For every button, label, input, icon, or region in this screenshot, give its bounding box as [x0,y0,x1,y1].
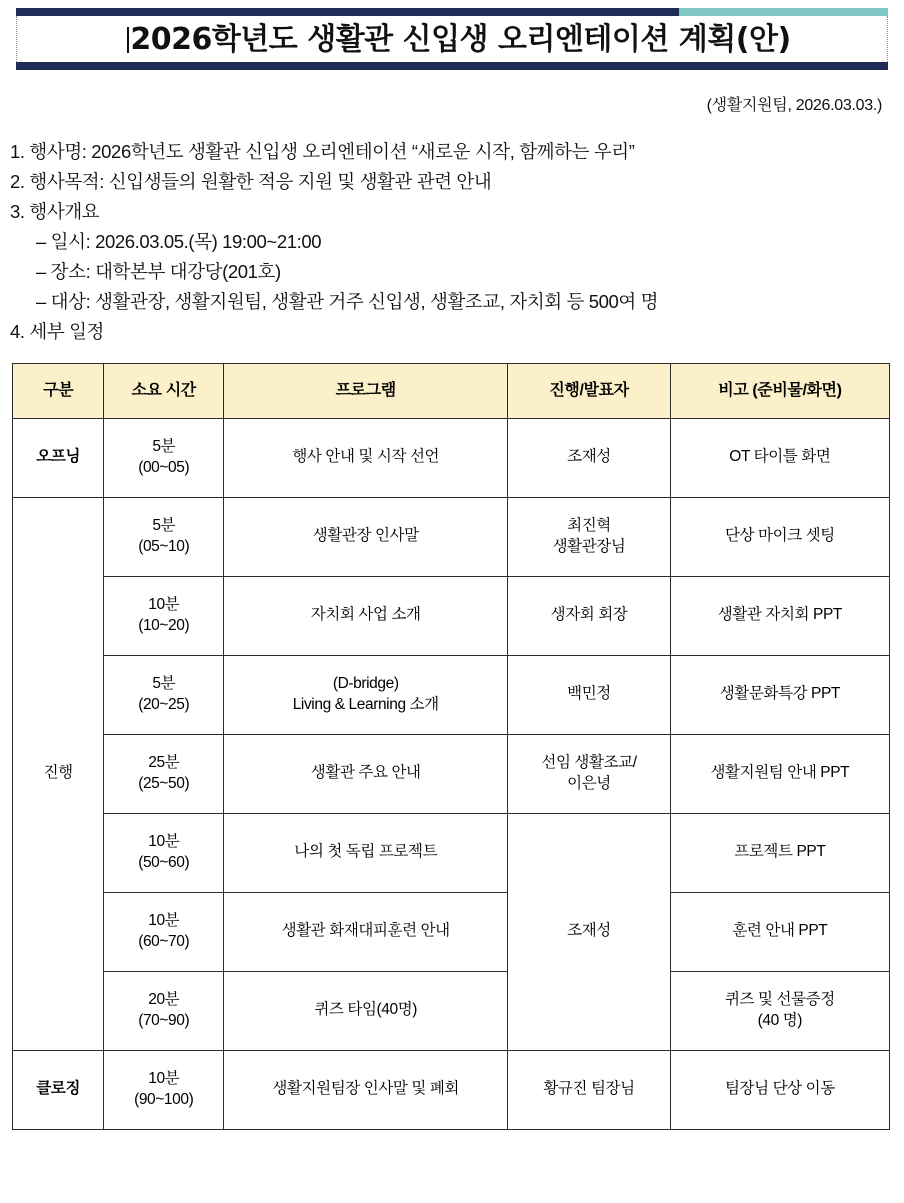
banner-body [16,16,888,62]
cell-time-1 [104,418,224,497]
cell-gubun-closing: 클로징 [13,1050,104,1129]
cell-host-2-line2: 생활관장님 [552,537,626,555]
cell-host-4: 백민정 [508,655,670,734]
cell-note-6: 프로젝트 PPT [670,813,889,892]
overview-item-audience-text: 대상: 생활관장, 생활지원팀, 생활관 거주 신입생, 생활조교, 자치회 등 500여 명 [50,290,659,312]
cell-time-3-duration: 10분 [148,595,180,613]
cell-time-6-duration: 10분 [148,832,180,850]
cell-time-4-range: (20~25) [138,695,190,713]
cell-program-4 [224,655,508,734]
cell-host-6: 조재성 [508,813,670,1050]
table-header-row [13,363,890,418]
column-header-program: 프로그램 [224,363,508,418]
cell-host-9: 황규진 팀장님 [508,1050,670,1129]
outline-item-1 [10,137,892,167]
cell-program-8: 퀴즈 타임(40명) [224,971,508,1050]
outline-item-2 [10,167,892,197]
cell-host-2-line1: 최진혁 [567,516,611,534]
cell-note-1: OT 타이틀 화면 [670,418,889,497]
column-header-duration: 소요 시간 [104,363,224,418]
cell-note-9: 팀장님 단상 이동 [670,1050,889,1129]
cell-time-8 [104,971,224,1050]
outline-item-4-text: 세부 일정 [29,320,105,342]
cell-time-5-range: (25~50) [138,774,190,792]
outline-item-3 [10,197,892,227]
cell-time-6 [104,813,224,892]
cell-note-4: 생활문화특강 PPT [670,655,889,734]
overview-item-audience-dash: – [36,290,46,312]
cell-time-9-range: (90~100) [134,1090,194,1108]
cell-program-7: 생활관 화재대피훈련 안내 [224,892,508,971]
cell-note-8 [670,971,889,1050]
outline-item-3-number: 3. [10,200,25,222]
cell-program-9: 생활지원팀장 인사말 및 폐회 [224,1050,508,1129]
cell-time-6-range: (50~60) [138,853,190,871]
cell-gubun-progress: 진행 [13,497,104,1050]
overview-item-date [10,227,892,257]
column-header-host: 진행/발표자 [508,363,670,418]
cell-program-4-line2: Living & Learning 소개 [292,695,439,713]
banner-top-bar-dark [16,8,679,16]
cell-time-9-duration: 10분 [148,1069,180,1087]
overview-item-audience [10,287,892,317]
outline-item-4 [10,317,892,347]
cell-time-7 [104,892,224,971]
cell-program-2: 생활관장 인사말 [224,497,508,576]
overview-item-place-text: 장소: 대학본부 대강당(201호) [50,260,281,282]
column-header-note: 비고 (준비물/화면) [670,363,889,418]
cell-time-4 [104,655,224,734]
cell-time-7-range: (60~70) [138,932,190,950]
overview-item-place-dash: – [36,260,46,282]
table-row [13,813,890,892]
cell-program-4-line1: (D-bridge) [332,674,399,692]
document-outline [10,137,892,347]
cell-note-2: 단상 마이크 셋팅 [670,497,889,576]
table-row [13,734,890,813]
banner-bottom-bar [16,62,888,70]
cell-time-1-range: (00~05) [138,458,190,476]
cell-time-5-duration: 25분 [148,753,180,771]
page-title-text: 2026학년도 생활관 신입생 오리엔테이션 계획(안) [130,22,791,57]
cell-time-7-duration: 10분 [148,911,180,929]
cell-note-7: 훈련 안내 PPT [670,892,889,971]
table-row [13,576,890,655]
overview-item-place [10,257,892,287]
banner-top-bar-teal [679,8,888,16]
schedule-table [12,363,890,1130]
cell-program-5: 생활관 주요 안내 [224,734,508,813]
cell-time-5 [104,734,224,813]
page-title [17,22,887,58]
overview-item-date-dash: – [36,230,46,252]
outline-item-2-text: 행사목적: 신입생들의 원활한 적응 지원 및 생활관 관련 안내 [29,170,492,192]
cell-time-8-range: (70~90) [138,1011,190,1029]
cell-program-6: 나의 첫 독립 프로젝트 [224,813,508,892]
cell-host-5 [508,734,670,813]
cell-note-5: 생활지원팀 안내 PPT [670,734,889,813]
cell-time-3-range: (10~20) [138,616,190,634]
cell-host-5-line2: 이은녕 [567,774,611,792]
cell-time-1-duration: 5분 [152,437,176,455]
table-row [13,1050,890,1129]
outline-item-1-text: 행사명: 2026학년도 생활관 신입생 오리엔테이션 “새로운 시작, 함께하는 우리” [29,141,635,162]
cell-note-3: 생활관 자치회 PPT [670,576,889,655]
cell-time-8-duration: 20분 [148,990,180,1008]
cell-note-8-line2: (40 명) [757,1011,803,1029]
table-row [13,655,890,734]
title-banner [16,8,888,70]
column-header-gubun: 구분 [13,363,104,418]
table-row [13,971,890,1050]
cell-program-1: 행사 안내 및 시작 선언 [224,418,508,497]
cell-time-2-range: (05~10) [138,537,190,555]
cell-time-2-duration: 5분 [152,516,176,534]
cell-program-3: 자치회 사업 소개 [224,576,508,655]
cell-time-2 [104,497,224,576]
cell-time-4-duration: 5분 [152,674,176,692]
cell-time-9 [104,1050,224,1129]
overview-item-date-text: 일시: 2026.03.05.(목) 19:00~21:00 [50,230,322,252]
outline-item-4-number: 4. [10,320,25,342]
cell-host-3: 생자회 회장 [508,576,670,655]
cell-host-2 [508,497,670,576]
outline-item-1-number: 1. [10,141,25,162]
cell-gubun-opening: 오프닝 [13,418,104,497]
table-row [13,892,890,971]
outline-item-3-text: 행사개요 [29,200,100,222]
table-row [13,418,890,497]
table-row [13,497,890,576]
outline-item-2-number: 2. [10,170,25,192]
document-meta: (생활지원팀, 2026.03.03.) [706,97,882,114]
banner-top-bar [16,8,888,16]
document-page [0,8,904,1203]
cell-time-3 [104,576,224,655]
cell-note-8-line1: 퀴즈 및 선물증정 [724,990,835,1008]
cell-host-1: 조재성 [508,418,670,497]
cell-host-5-line1: 선임 생활조교/ [541,753,637,771]
